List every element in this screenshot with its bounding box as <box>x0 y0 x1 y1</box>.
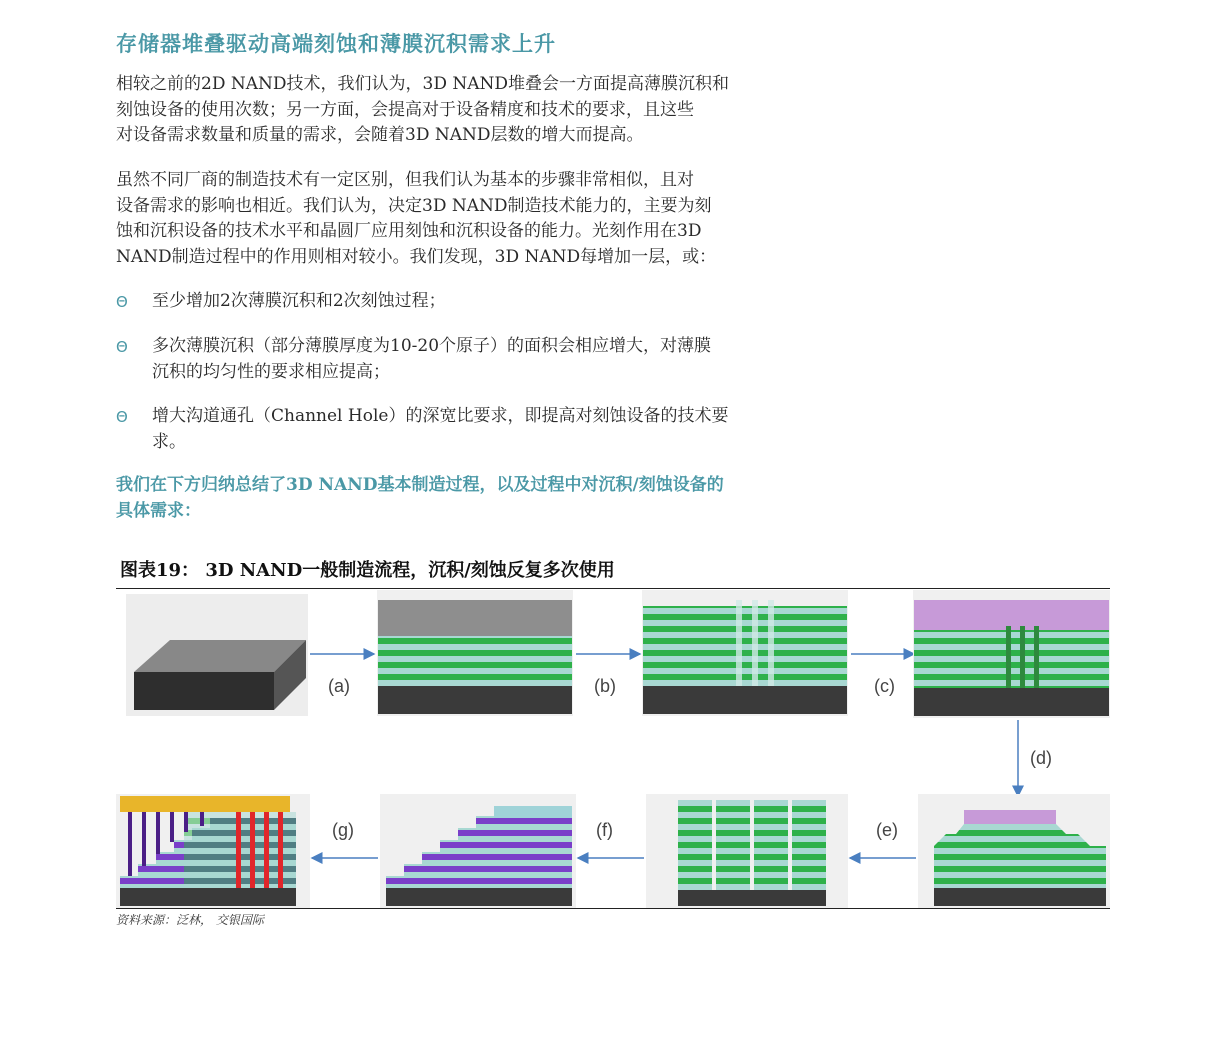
figure-title: 图表19： 3D NAND一般制造流程，沉积/刻蚀反复多次使用 <box>120 560 615 581</box>
bullet-icon: Θ <box>116 408 128 426</box>
paragraph-line: 虽然不同厂商的制造技术有一定区别，但我们认为基本的步骤非常相似，且对 <box>116 170 694 190</box>
panel-substrate <box>126 594 308 716</box>
figure-top-rule <box>116 588 1110 589</box>
bullet-item-2 <box>152 334 836 385</box>
step-label-c: (c) <box>874 676 895 696</box>
section-heading: 存储器堆叠驱动高端刻蚀和薄膜沉积需求上升 <box>116 31 556 56</box>
bullet-item-1 <box>152 289 836 315</box>
highlight-line: 我们在下方归纳总结了3D NAND基本制造过程，以及过程中对沉积/刻蚀设备的 <box>116 475 724 495</box>
step-label-f: (f) <box>596 820 613 840</box>
panel-channel-hole <box>642 590 848 716</box>
step-label-e: (e) <box>876 820 898 840</box>
panel-contacts <box>116 794 310 908</box>
bullet-line: 至少增加2次薄膜沉积和2次刻蚀过程； <box>152 291 446 311</box>
bullet-line: 增大沟道通孔（Channel Hole）的深宽比要求，即提高对刻蚀设备的技术要 <box>152 406 729 426</box>
panel-wordline-replacement <box>380 794 576 908</box>
panel-staircase-start <box>918 794 1110 908</box>
panel-deposition <box>377 590 573 716</box>
paragraph-line: 蚀和沉积设备的技术水平和晶圆厂应用刻蚀和沉积设备的能力。光刻作用在3D <box>116 221 702 241</box>
step-label-g: (g) <box>332 820 354 840</box>
paragraph-line: 刻蚀设备的使用次数；另一方面，会提高对于设备精度和技术的要求，且这些 <box>116 99 694 120</box>
paragraph-line: 对设备需求数量和质量的需求，会随着3D NAND层数的增大而提高。 <box>116 125 644 145</box>
panel-cap-layer <box>913 590 1110 718</box>
highlight-line: 具体需求： <box>116 500 201 521</box>
nand-process-figure <box>116 590 1110 910</box>
bullet-item-3 <box>152 404 836 455</box>
paragraph-1 <box>116 72 836 149</box>
source-note: 资料来源：泛林， 交银国际 <box>116 913 264 927</box>
step-label-a: (a) <box>328 676 350 696</box>
paragraph-line: 设备需求的影响也相近。我们认为，决定3D NAND制造技术能力的，主要为刻 <box>116 195 712 216</box>
bullet-line: 沉积的均匀性的要求相应提高； <box>152 361 390 382</box>
bullet-icon: Θ <box>116 293 128 311</box>
step-label-b: (b) <box>594 676 616 696</box>
bullet-line: 多次薄膜沉积（部分薄膜厚度为10-20个原子）的面积会相应增大，对薄膜 <box>152 336 712 356</box>
bullet-icon: Θ <box>116 338 128 356</box>
paragraph-line: NAND制造过程中的作用则相对较小。我们发现，3D NAND每增加一层，或： <box>116 246 717 267</box>
paragraph-2 <box>116 168 836 270</box>
panel-slits <box>646 794 848 908</box>
step-label-d: (d) <box>1030 748 1052 768</box>
highlight-text <box>116 473 836 524</box>
paragraph-line: 相较之前的2D NAND技术，我们认为，3D NAND堆叠会一方面提高薄膜沉积和 <box>116 74 730 94</box>
bullet-line: 求。 <box>152 431 186 452</box>
figure-bottom-rule <box>116 908 1110 909</box>
